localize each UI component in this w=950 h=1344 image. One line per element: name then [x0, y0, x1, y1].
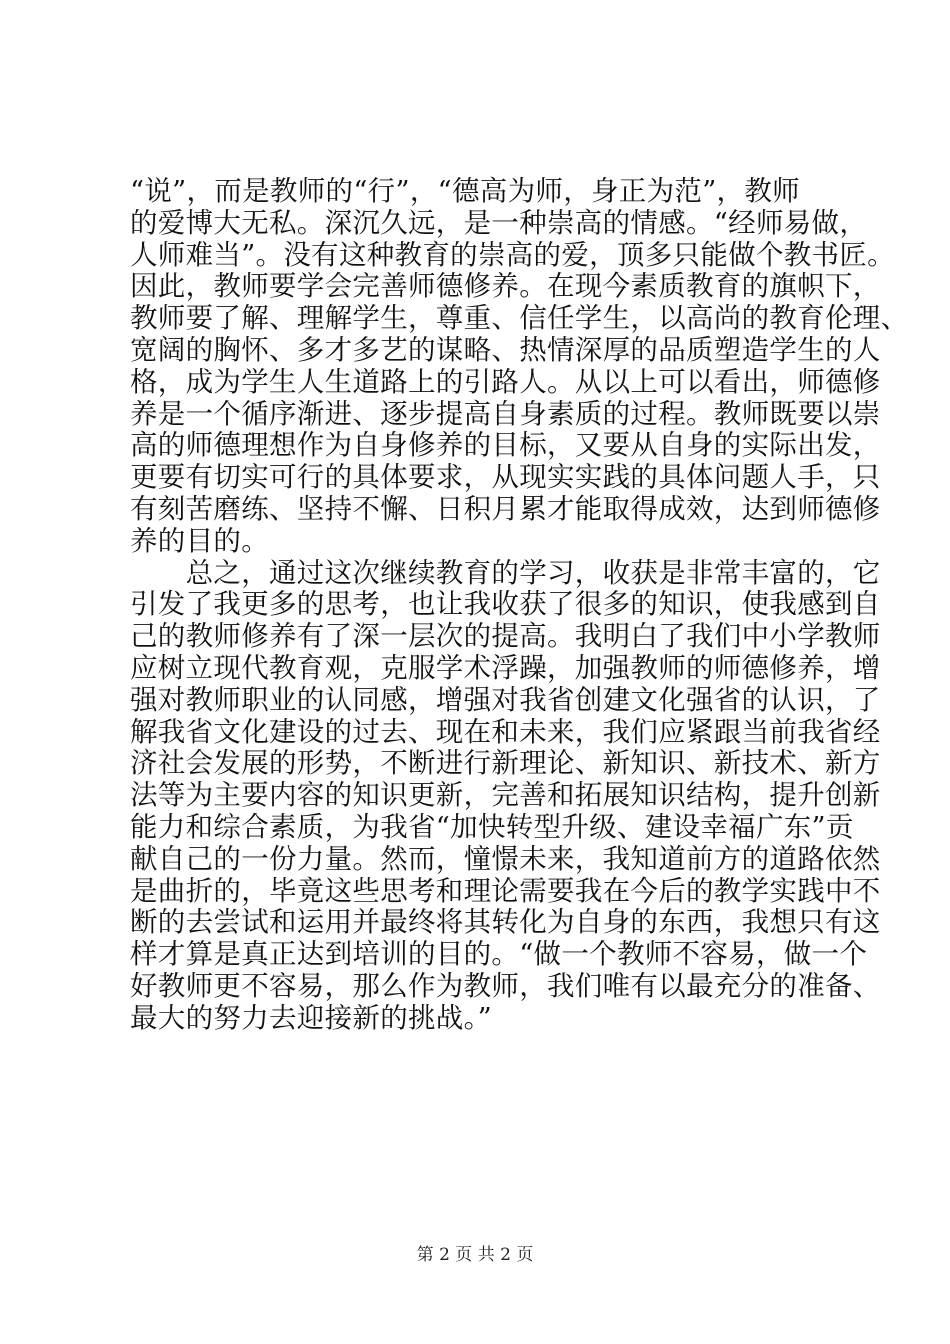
text-line: 引发了我更多的思考，也让我收获了很多的知识，使我感到自	[130, 588, 881, 621]
text-line: 养的目的。	[130, 524, 269, 557]
text-line: 是曲折的，毕竟这些思考和理论需要我在今后的教学实践中不	[130, 874, 881, 907]
text-line: 法等为主要内容的知识更新，完善和拓展知识结构，提升创新	[130, 779, 881, 812]
text-line: 的爱博大无私。深沉久远，是一种崇高的情感。“经师易做，	[130, 206, 868, 239]
text-line: 总之，通过这次继续教育的学习，收获是非常丰富的，它	[130, 556, 881, 589]
text-line: 好教师更不容易，那么作为教师，我们唯有以最充分的准备、	[130, 969, 881, 1002]
text-line: “说”，而是教师的“行”，“德高为师，身正为范”，教师	[130, 175, 800, 207]
text-line: 能力和综合素质，为我省“加快转型升级、建设幸福广东”贡	[130, 810, 854, 843]
text-line: 人师难当”。没有这种教育的崇高的爱，顶多只能做个教书匠。	[130, 238, 895, 271]
text-line: 强对教师职业的认同感，增强对我省创建文化强省的认识，了	[130, 683, 881, 716]
text-line: 样才算是真正达到培训的目的。“做一个教师不容易，做一个	[130, 938, 868, 971]
text-line: 献自己的一份力量。然而，憧憬未来，我知道前方的道路依然	[130, 842, 881, 875]
page-footer: 第 2 页 共 2 页	[416, 1245, 534, 1265]
text-line: 教师要了解、理解学生，尊重、信任学生，以高尚的教育伦理、	[130, 302, 909, 335]
text-line: 解我省文化建设的过去、现在和未来，我们应紧跟当前我省经	[130, 715, 881, 748]
text-line: 因此，教师要学会完善师德修养。在现今素质教育的旗帜下，	[130, 270, 881, 303]
text-line: 有刻苦磨练、坚持不懈、日积月累才能取得成效，达到师德修	[130, 492, 881, 525]
text-line: 更要有切实可行的具体要求，从现实实践的具体问题人手，只	[130, 461, 881, 494]
text-line: 己的教师修养有了深一层次的提高。我明白了我们中小学教师	[130, 620, 881, 653]
text-line: 高的师德理想作为自身修养的目标，又要从自身的实际出发，	[130, 429, 881, 462]
text-line: 最大的努力去迎接新的挑战。”	[130, 1001, 493, 1034]
text-line: 养是一个循序渐进、逐步提高自身素质的过程。教师既要以崇	[130, 397, 881, 430]
text-line: 断的去尝试和运用并最终将其转化为自身的东西，我想只有这	[130, 906, 881, 939]
text-line: 宽阔的胸怀、多才多艺的谋略、热情深厚的品质塑造学生的人	[130, 333, 881, 366]
text-line: 格，成为学生人生道路上的引路人。从以上可以看出，师德修	[130, 365, 881, 398]
text-line: 济社会发展的形势，不断进行新理论、新知识、新技术、新方	[130, 747, 881, 780]
text-line: 应树立现代教育观，克服学术浮躁，加强教师的师德修养，增	[130, 651, 881, 684]
document-body	[130, 175, 909, 1035]
